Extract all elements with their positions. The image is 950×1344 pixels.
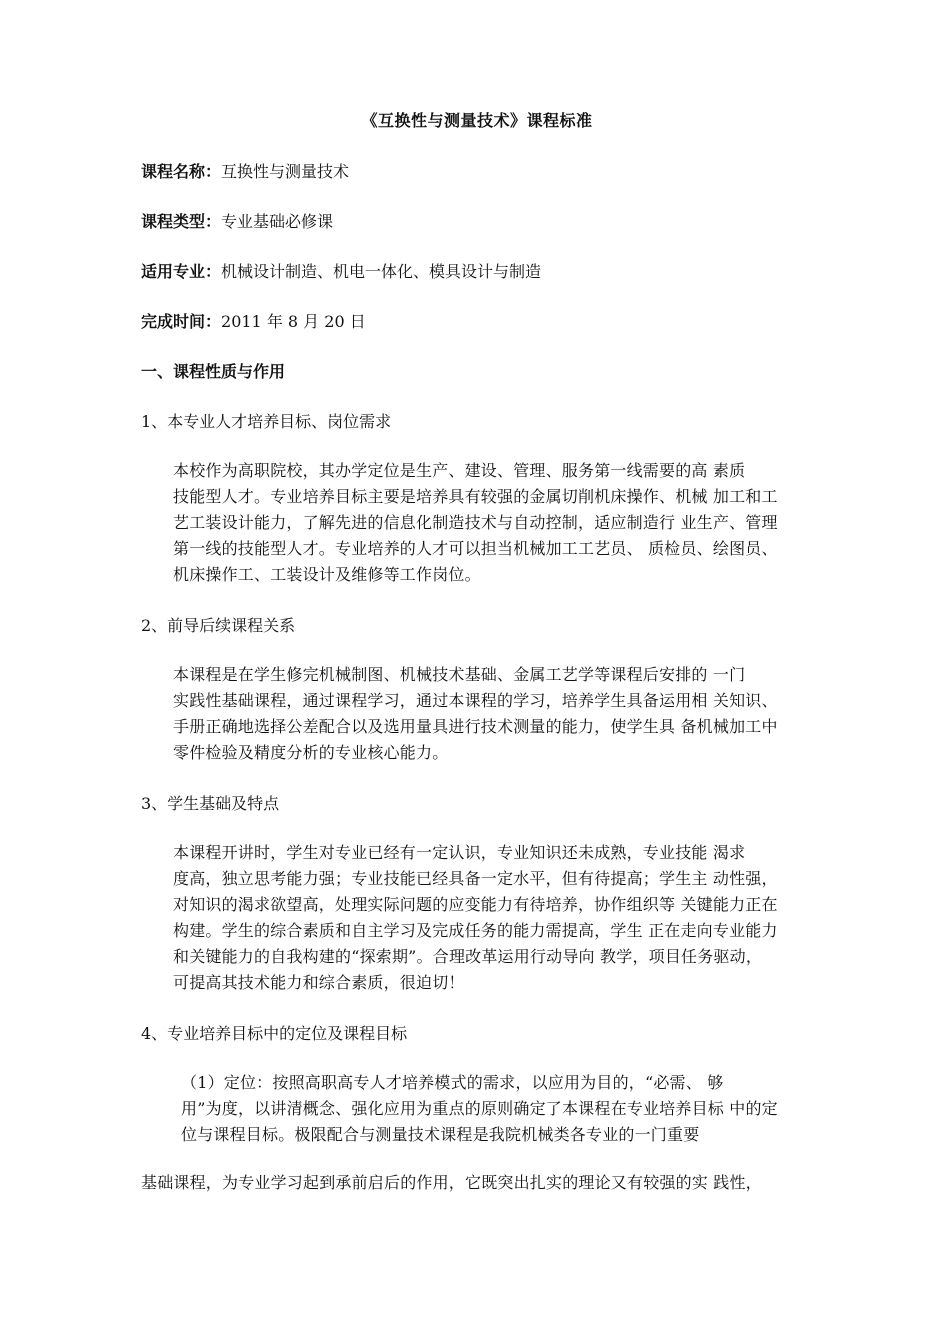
field-label: 适用专业：: [141, 262, 222, 281]
field-label: 课程类型：: [141, 212, 222, 231]
paragraph-positioning: [141, 1070, 813, 1148]
paragraph-line: 本课程是在学生修完机械制图、机械技术基础、金属工艺学等课程后安排的 一门: [173, 665, 746, 684]
paragraph-line: 实践性基础课程，通过课程学习，通过本课程的学习，培养学生具备运用相 关知识、: [173, 691, 778, 710]
paragraph-line: 第一线的技能型人才。专业培养的人才可以担当机械加工工艺员、 质检员、绘图员、: [173, 539, 778, 558]
paragraph-line: 对知识的渴求欲望高，处理实际问题的应变能力有待培养，协作组织等 关键能力正在: [173, 895, 778, 914]
field-label: 课程名称：: [141, 162, 222, 181]
paragraph-line: 可提高其技术能力和综合素质，很迫切！: [173, 973, 465, 992]
document-body: [141, 108, 813, 1221]
paragraph-line: 零件检验及精度分析的专业核心能力。: [173, 743, 449, 762]
field-value: 2011 年 8 月 20 日: [221, 312, 366, 331]
field-value: 互换性与测量技术: [221, 162, 350, 181]
paragraph-course-relations: [141, 662, 813, 766]
paragraph-continuation: [141, 1170, 813, 1196]
paragraph-line: 基础课程，为专业学习起到承前启后的作用，它既突出扎实的理论又有较强的实 践性，: [141, 1173, 762, 1192]
field-completion-date: [141, 309, 813, 335]
paragraph-line: 用”为度，以讲清概念、强化应用为重点的原则确定了本课程在专业培养目标 中的定: [181, 1099, 778, 1118]
field-value: 机械设计制造、机电一体化、模具设计与制造: [221, 262, 542, 281]
field-course-name: [141, 159, 813, 185]
field-label: 完成时间：: [141, 312, 222, 331]
subsection-heading-course-relations: 2、前导后续课程关系: [141, 616, 296, 635]
paragraph-line: 构建。学生的综合素质和自主学习及完成任务的能力需提高，学生 正在走向专业能力: [173, 921, 778, 940]
paragraph-line: 位与课程目标。极限配合与测量技术课程是我院机械类各专业的一门重要: [181, 1125, 700, 1144]
paragraph-line: 本校作为高职院校，其办学定位是生产、建设、管理、服务第一线需要的高 素质: [173, 461, 746, 480]
paragraph-line: 本课程开讲时，学生对专业已经有一定认识，专业知识还未成熟，专业技能 渴求: [173, 843, 746, 862]
subsection-heading-positioning-goals: 4、专业培养目标中的定位及课程目标: [141, 1024, 408, 1043]
field-applicable-major: [141, 259, 813, 285]
paragraph-line: 手册正确地选择公差配合以及选用量具进行技术测量的能力，使学生具 备机械加工中: [173, 717, 778, 736]
paragraph-student-basis: [141, 840, 813, 996]
subsection-heading-training-goals: 1、本专业人才培养目标、岗位需求: [141, 412, 392, 431]
paragraph-line: 技能型人才。专业培养目标主要是培养具有较强的金属切削机床操作、机械 加工和工: [173, 487, 778, 506]
paragraph-training-goals: [141, 458, 813, 588]
paragraph-line: （1）定位：按照高职高专人才培养模式的需求，以应用为目的，“必需、 够: [181, 1073, 724, 1092]
paragraph-line: 度高，独立思考能力强；专业技能已经具备一定水平，但有待提高；学生主 动性强，: [173, 869, 778, 888]
document-title: 《互换性与测量技术》课程标准: [361, 111, 593, 130]
paragraph-line: 艺工装设计能力，了解先进的信息化制造技术与自动控制，适应制造行 业生产、管理: [173, 513, 778, 532]
paragraph-line: 机床操作工、工装设计及维修等工作岗位。: [173, 565, 481, 584]
paragraph-line: 和关键能力的自我构建的“探索期”。合理改革运用行动导向 教学，项目任务驱动，: [173, 947, 763, 966]
field-course-type: [141, 209, 813, 235]
field-value: 专业基础必修课: [221, 212, 334, 231]
subsection-heading-student-basis: 3、学生基础及特点: [141, 794, 280, 813]
section-heading-course-nature: 一、课程性质与作用: [141, 362, 286, 381]
